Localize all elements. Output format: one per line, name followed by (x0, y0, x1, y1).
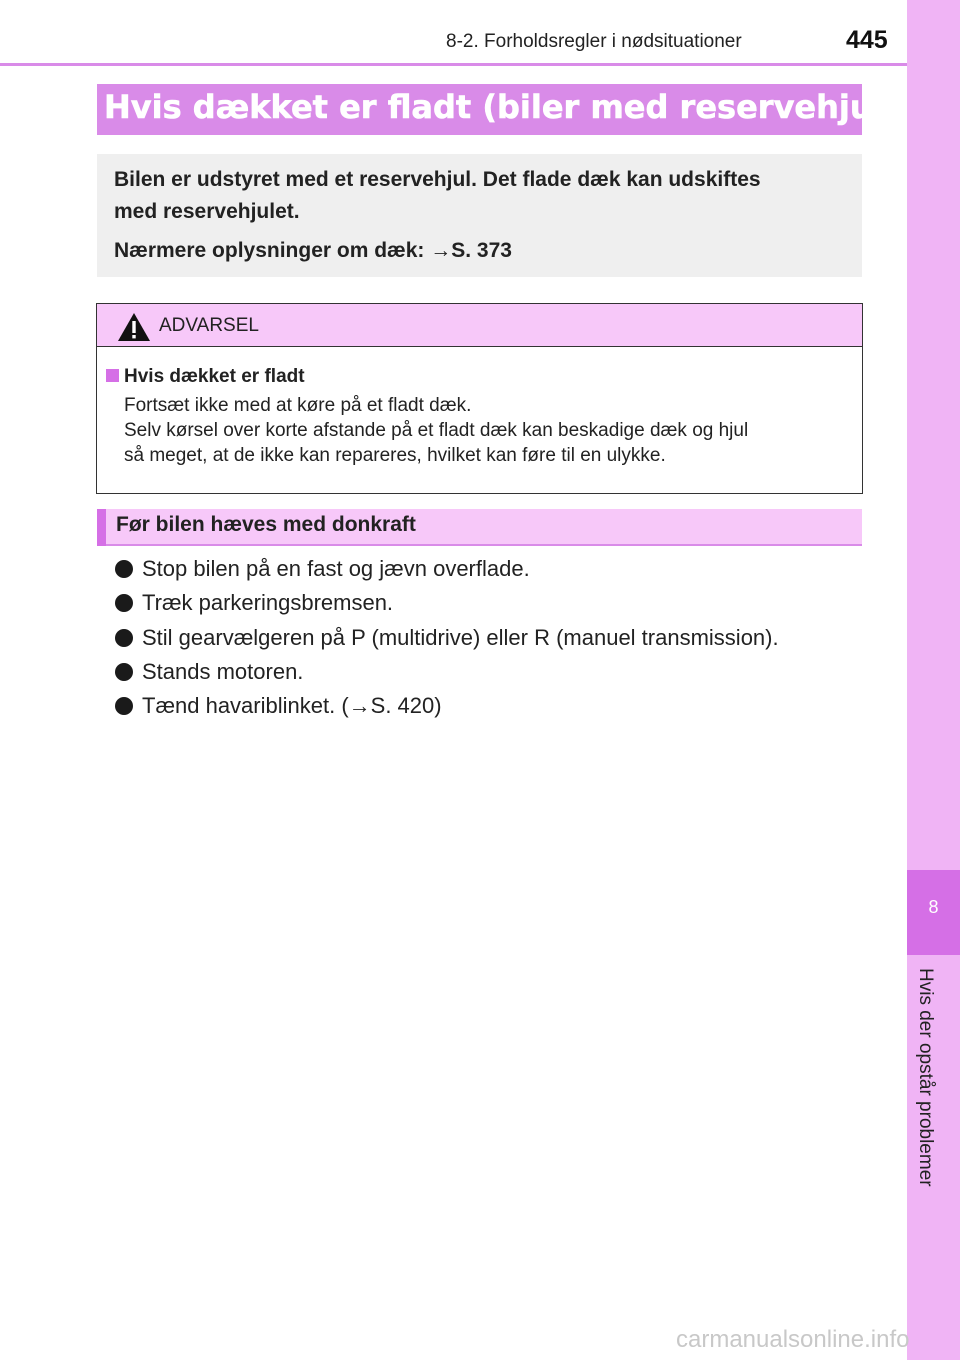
side-tab-label: Hvis der opstår problemer (915, 968, 936, 1187)
bullet-item-5 (115, 693, 442, 719)
bullet-text: Stil gearvælgeren på P (multidrive) eller R (manuel transmission). (142, 625, 779, 650)
section-accent (97, 509, 106, 546)
bullet-item-2 (115, 590, 393, 616)
warning-subtitle: Hvis dækket er fladt (124, 366, 305, 387)
bullet-item-3 (115, 625, 779, 651)
bullet-dot-icon (115, 594, 133, 612)
bullet-text: Stop bilen på en fast og jævn overflade. (142, 556, 530, 581)
intro-line-3: Nærmere oplysninger om dæk: →S. 373 (114, 239, 512, 262)
page-title: Hvis dækket er fladt (biler med reservehjul) (104, 88, 899, 126)
side-tab-number: 8 (928, 897, 939, 917)
header-rule (0, 63, 907, 66)
bullet-item-4 (115, 659, 303, 685)
bullet-dot-icon (115, 663, 133, 681)
watermark: carmanualsonline.info (676, 1326, 910, 1353)
warning-header (97, 304, 862, 347)
intro-line-1: Bilen er udstyret med et reservehjul. Det flade dæk kan udskiftes (114, 168, 761, 191)
warning-line-1: Fortsæt ikke med at køre på et fladt dæk. (124, 395, 472, 416)
bullet-item-1 (115, 556, 530, 582)
bullet-text: Tænd havariblinket. (→S. 420) (142, 693, 442, 718)
bullet-text: Stands motoren. (142, 659, 304, 684)
bullet-text: Træk parkeringsbremsen. (142, 590, 394, 615)
warning-label: ADVARSEL (159, 315, 259, 336)
warning-line-3: så meget, at de ikke kan repareres, hvilket kan føre til en ulykke. (124, 445, 666, 466)
intro-line-2: med reservehjulet. (114, 200, 300, 223)
bullet-dot-icon (115, 629, 133, 647)
page-header-text: 8-2. Forholdsregler i nødsituationer (446, 31, 742, 52)
bullet-dot-icon (115, 560, 133, 578)
bullet-dot-icon (115, 697, 133, 715)
warning-triangle-icon (117, 312, 151, 342)
warning-box (96, 303, 863, 494)
section-title: Før bilen hæves med donkraft (116, 513, 416, 536)
page-number: 445 (846, 26, 888, 54)
warning-square-marker (106, 369, 119, 382)
warning-line-2: Selv kørsel over korte afstande på et fladt dæk kan beskadige dæk og hjul (124, 420, 749, 441)
